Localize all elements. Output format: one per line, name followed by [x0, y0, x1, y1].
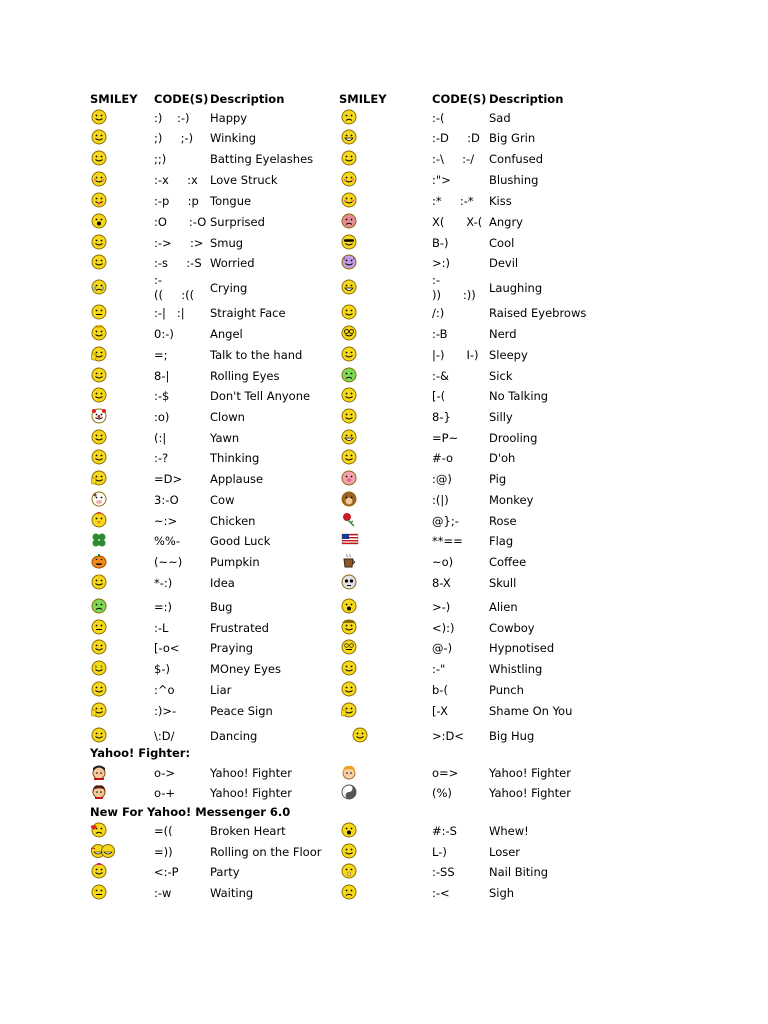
emoticon-description: Laughing — [489, 281, 543, 295]
emoticon-code: B-) — [432, 236, 449, 250]
emoticon-description: Worried — [210, 256, 255, 270]
emoticon-code: %%- — [154, 534, 181, 548]
peace-sign-icon — [91, 702, 107, 718]
cow-icon — [91, 491, 107, 507]
emoticon-description: Dancing — [210, 729, 258, 743]
emoticon-description: Shame On You — [489, 704, 573, 718]
emoticon-code: o-> — [154, 766, 176, 780]
emoticon-description: Batting Eyelashes — [210, 152, 314, 166]
thinking-icon — [91, 449, 107, 465]
doh-icon — [341, 449, 357, 465]
emoticon-description: Rolling on the Floor — [210, 845, 322, 859]
flag-icon — [341, 532, 357, 548]
emoticon-code: :) :-) — [154, 111, 190, 125]
emoticon-code: :-L — [154, 621, 169, 635]
emoticon-code: :-B — [432, 327, 448, 341]
emoticon-description: Whew! — [489, 824, 529, 838]
hypnotised-icon — [341, 639, 357, 655]
waiting-icon — [91, 884, 107, 900]
emoticon-code: *-:) — [154, 576, 173, 590]
emoticon-description: Broken Heart — [210, 824, 286, 838]
worried-icon — [91, 254, 107, 270]
emoticon-code: L-) — [432, 845, 447, 859]
emoticon-description: Cool — [489, 236, 515, 250]
emoticon-code: :-w — [154, 886, 172, 900]
pumpkin-icon — [91, 553, 107, 569]
angel-icon — [91, 325, 107, 341]
emoticon-description: Yahoo! Fighter — [210, 786, 292, 800]
emoticon-description: Devil — [489, 256, 519, 270]
cool-icon — [341, 234, 357, 250]
emoticon-description: Idea — [210, 576, 235, 590]
emoticon-code: :^o — [154, 683, 175, 697]
emoticon-code: 8-| — [154, 369, 170, 383]
emoticon-code: ;;) — [154, 152, 167, 166]
emoticon-description: Sick — [489, 369, 513, 383]
emoticon-description: Loser — [489, 845, 521, 859]
emoticon-code: =:) — [154, 600, 172, 614]
emoticon-description: Coffee — [489, 555, 527, 569]
emoticon-description: Don't Tell Anyone — [210, 389, 311, 403]
pig-icon — [341, 470, 357, 486]
emoticon-description: No Talking — [489, 389, 549, 403]
cowboy-icon — [341, 619, 357, 635]
praying-icon — [91, 639, 107, 655]
emoticon-code: @};- — [432, 514, 459, 528]
emoticon-code: 8-} — [432, 410, 451, 424]
emoticon-code: <:-P — [154, 865, 179, 879]
angry-icon — [341, 213, 357, 229]
emoticon-description: Rolling Eyes — [210, 369, 280, 383]
emoticon-description: Alien — [489, 600, 518, 614]
emoticon-description: Angel — [210, 327, 243, 341]
emoticon-code: o-+ — [154, 786, 176, 800]
emoticon-description: Waiting — [210, 886, 254, 900]
emoticon-code: :-D :D — [432, 131, 480, 145]
emoticon-code: =)) — [154, 845, 173, 859]
coffee-icon — [341, 553, 357, 569]
surprised-icon — [91, 213, 107, 229]
emoticon-code: :- )) :)) — [432, 273, 476, 302]
emoticon-description: Nerd — [489, 327, 517, 341]
emoticon-description: Party — [210, 865, 240, 879]
whistling-icon — [341, 660, 357, 676]
nerd-icon — [341, 325, 357, 341]
emoticon-description: Thinking — [210, 451, 260, 465]
emoticon-description: Yawn — [210, 431, 240, 445]
raised-eyebrows-icon — [341, 304, 357, 320]
silly-icon — [341, 408, 357, 424]
emoticon-code: :-\ :-/ — [432, 152, 475, 166]
emoticon-code: <):) — [432, 621, 455, 635]
emoticon-code: :O :-O — [154, 215, 207, 229]
emoticon-description: Raised Eyebrows — [489, 306, 587, 320]
emoticon-description: Smug — [210, 236, 244, 250]
header-smiley-left: SMILEY — [90, 92, 138, 106]
emoticon-code: /:) — [432, 306, 445, 320]
emoticon-description: Bug — [210, 600, 233, 614]
emoticon-description: Hypnotised — [489, 641, 555, 655]
header-codes-right: CODE(S) — [432, 92, 487, 106]
emoticon-description: Tongue — [210, 194, 252, 208]
rose-icon — [341, 512, 357, 528]
monkey-icon — [341, 491, 357, 507]
emoticon-code: :-< — [432, 886, 450, 900]
emoticon-description: Silly — [489, 410, 513, 424]
sad-icon — [341, 109, 357, 125]
laughing-icon — [341, 279, 357, 295]
happy-icon — [91, 109, 107, 125]
big-hug-icon — [352, 727, 368, 743]
emoticon-code: =(( — [154, 824, 173, 838]
emoticon-code: (:| — [154, 431, 167, 445]
loser-icon — [341, 843, 357, 859]
emoticon-code: =P~ — [432, 431, 459, 445]
clown-icon — [91, 408, 107, 424]
section-title-fighter: Yahoo! Fighter: — [90, 746, 191, 760]
talk-to-the-hand-icon — [91, 346, 107, 362]
tongue-icon — [91, 192, 107, 208]
love-struck-icon — [91, 171, 107, 187]
emoticon-description: Yahoo! Fighter — [489, 766, 571, 780]
good-luck-icon — [91, 532, 107, 548]
sleepy-icon — [341, 346, 357, 362]
emoticon-description: Talk to the hand — [210, 348, 303, 362]
emoticon-description: MOney Eyes — [210, 662, 281, 676]
batting-eyelashes-icon — [91, 150, 107, 166]
emoticon-description: Straight Face — [210, 306, 286, 320]
emoticon-code: **== — [432, 534, 463, 548]
emoticon-description: Yahoo! Fighter — [210, 766, 292, 780]
emoticon-code: :-? — [154, 451, 169, 465]
emoticon-code: @-) — [432, 641, 453, 655]
sick-icon — [341, 367, 357, 383]
money-eyes-icon — [91, 660, 107, 676]
emoticon-code: :@) — [432, 472, 452, 486]
emoticon-description: Angry — [489, 215, 523, 229]
emoticon-code: [-X — [432, 704, 448, 718]
yahoo-fighter-boy-icon — [91, 764, 107, 780]
emoticon-code: >-) — [432, 600, 451, 614]
header-description-left: Description — [210, 92, 285, 106]
emoticon-code: :* :-* — [432, 194, 474, 208]
emoticon-code: ~:> — [154, 514, 178, 528]
emoticon-code: :-( — [432, 111, 445, 125]
sigh-icon — [341, 884, 357, 900]
emoticon-code: b-( — [432, 683, 448, 697]
emoticon-description: Peace Sign — [210, 704, 273, 718]
emoticon-description: Praying — [210, 641, 254, 655]
shame-on-you-icon — [341, 702, 357, 718]
header-description-right: Description — [489, 92, 564, 106]
rolling-on-the-floor-icon — [91, 843, 107, 859]
emoticon-code: \:D/ — [154, 729, 175, 743]
svg-text:$: $ — [100, 665, 103, 670]
emoticon-description: Sad — [489, 111, 511, 125]
bug-icon — [91, 598, 107, 614]
emoticon-description: Love Struck — [210, 173, 278, 187]
emoticon-description: Yahoo! Fighter — [489, 786, 571, 800]
emoticon-code: #-o — [432, 451, 454, 465]
emoticon-code: (%) — [432, 786, 452, 800]
emoticon-code: :-> :> — [154, 236, 204, 250]
confused-icon — [341, 150, 357, 166]
smug-icon — [91, 234, 107, 250]
emoticon-description: Surprised — [210, 215, 265, 229]
nail-biting-icon — [341, 863, 357, 879]
big-grin-icon — [341, 129, 357, 145]
emoticon-description: Drooling — [489, 431, 538, 445]
dancing-icon — [91, 727, 107, 743]
emoticon-code: 3:-O — [154, 493, 179, 507]
emoticon-code: $-) — [154, 662, 170, 676]
yahoo-fighter-girl-icon — [341, 764, 357, 780]
party-icon — [91, 863, 107, 879]
emoticon-description: Blushing — [489, 173, 539, 187]
emoticon-code: :-$ — [154, 389, 170, 403]
svg-text:$: $ — [94, 665, 98, 670]
emoticon-code: :-p :p — [154, 194, 199, 208]
emoticon-code: :)>- — [154, 704, 177, 718]
emoticon-description: Kiss — [489, 194, 512, 208]
kiss-icon — [341, 192, 357, 208]
emoticon-description: Cowboy — [489, 621, 535, 635]
no-talking-icon — [341, 387, 357, 403]
emoticon-description: Happy — [210, 111, 248, 125]
emoticon-description: Pig — [489, 472, 507, 486]
emoticon-description: Skull — [489, 576, 517, 590]
emoticon-code: >:) — [432, 256, 450, 270]
emoticon-description: Rose — [489, 514, 517, 528]
emoticon-description: Confused — [489, 152, 544, 166]
emoticon-description: Cow — [210, 493, 235, 507]
emoticon-code: :-s :-S — [154, 256, 202, 270]
winking-icon — [91, 129, 107, 145]
drooling-icon — [341, 429, 357, 445]
emoticon-description: Pumpkin — [210, 555, 260, 569]
devil-icon — [341, 254, 357, 270]
emoticon-description: Punch — [489, 683, 524, 697]
emoticon-code: (~~) — [154, 555, 183, 569]
emoticon-code: :(|) — [432, 493, 449, 507]
emoticon-code: ~o) — [432, 555, 454, 569]
emoticon-description: Monkey — [489, 493, 534, 507]
whew-icon — [341, 822, 357, 838]
emoticon-description: Big Hug — [489, 729, 535, 743]
emoticon-code: :"> — [432, 173, 451, 187]
emoticon-code: 8-X — [432, 576, 451, 590]
emoticon-code: :o) — [154, 410, 170, 424]
blushing-icon — [341, 171, 357, 187]
emoticon-code: ;) ;-) — [154, 131, 194, 145]
emoticon-code: |-) I-) — [432, 348, 479, 362]
emoticon-code: X( X-( — [432, 215, 483, 229]
alien-icon — [341, 598, 357, 614]
emoticon-code: >:D< — [432, 729, 465, 743]
emoticon-description: Clown — [210, 410, 245, 424]
emoticon-code: =D> — [154, 472, 183, 486]
section-title-messenger-6: New For Yahoo! Messenger 6.0 — [90, 805, 291, 819]
emoticon-description: Whistling — [489, 662, 543, 676]
emoticon-code: [-o< — [154, 641, 180, 655]
crying-icon — [91, 279, 107, 295]
emoticon-code: :-SS — [432, 865, 455, 879]
emoticon-description: Big Grin — [489, 131, 536, 145]
yawn-icon — [91, 429, 107, 445]
rolling-eyes-icon — [91, 367, 107, 383]
applause-icon — [91, 470, 107, 486]
emoticon-code: :-x :x — [154, 173, 198, 187]
emoticon-description: Good Luck — [210, 534, 271, 548]
emoticon-code: #:-S — [432, 824, 457, 838]
emoticon-description: Crying — [210, 281, 248, 295]
yin-yang-icon — [341, 784, 357, 800]
chicken-icon — [91, 512, 107, 528]
emoticon-code: :-& — [432, 369, 449, 383]
emoticon-description: Winking — [210, 131, 257, 145]
emoticon-code: [-( — [432, 389, 446, 403]
skull-icon — [341, 574, 357, 590]
punch-icon — [341, 681, 357, 697]
liar-icon — [91, 681, 107, 697]
emoticon-description: Frustrated — [210, 621, 269, 635]
straight-face-icon — [91, 304, 107, 320]
emoticon-description: Flag — [489, 534, 514, 548]
emoticon-code: 0:-) — [154, 327, 174, 341]
emoticon-code: :-| :| — [154, 306, 185, 320]
emoticon-code: =; — [154, 348, 168, 362]
emoticon-code: o=> — [432, 766, 459, 780]
broken-heart-icon — [91, 822, 107, 838]
emoticon-code: :-" — [432, 662, 446, 676]
emoticon-description: Liar — [210, 683, 232, 697]
frustrated-icon — [91, 619, 107, 635]
emoticon-description: Nail Biting — [489, 865, 549, 879]
idea-icon — [91, 574, 107, 590]
yahoo-fighter-girl-dark-icon — [91, 784, 107, 800]
header-smiley-right: SMILEY — [339, 92, 387, 106]
dont-tell-anyone-icon — [91, 387, 107, 403]
emoticon-description: Sleepy — [489, 348, 528, 362]
emoticon-description: Sigh — [489, 886, 515, 900]
header-codes-left: CODE(S) — [154, 92, 209, 106]
emoticon-description: Applause — [210, 472, 264, 486]
emoticon-description: D'oh — [489, 451, 516, 465]
emoticon-description: Chicken — [210, 514, 256, 528]
emoticon-code: :- (( :(( — [154, 273, 195, 302]
